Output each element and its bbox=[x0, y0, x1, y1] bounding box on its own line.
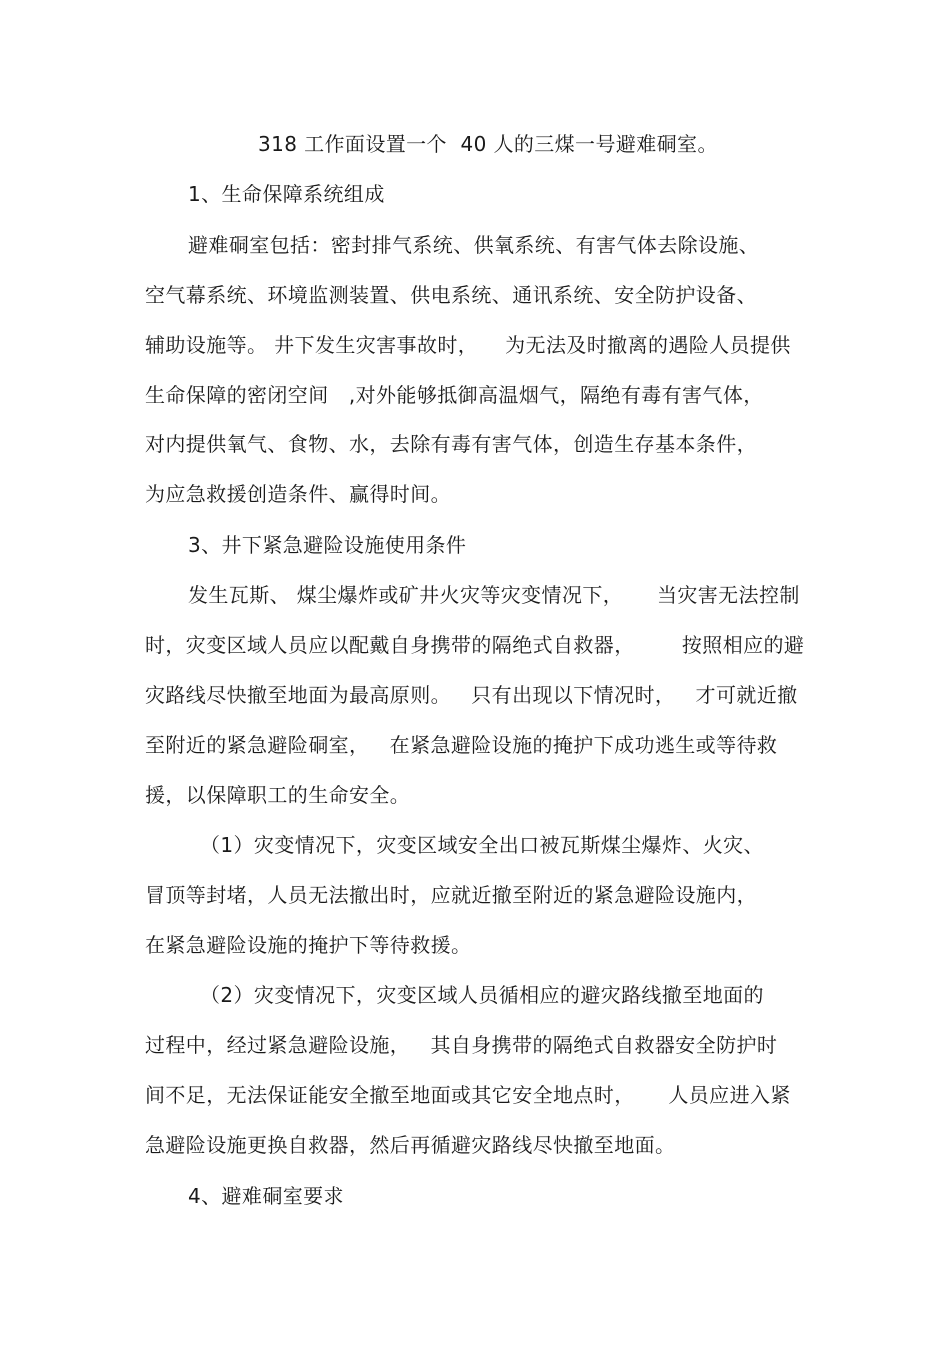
item-1-line: 冒顶等封堵，人员无法撤出时，应就近撤至附近的紧急避险设施内， bbox=[145, 883, 757, 907]
section-1-paragraph-line: 生命保障的密闭空间 ,对外能够抵御高温烟气，隔绝有毒有害气体， bbox=[145, 383, 764, 407]
section-1-paragraph-line: 空气幕系统、环境监测装置、供电系统、通讯系统、安全防护设备、 bbox=[145, 283, 757, 307]
section-3-paragraph-line: 发生瓦斯、 煤尘爆炸或矿井火灾等灾变情况下， 当灾害无法控制 bbox=[188, 583, 800, 607]
section-1-heading: 1、生命保障系统组成 bbox=[188, 182, 385, 206]
section-4-heading: 4、避难硐室要求 bbox=[188, 1184, 344, 1208]
section-3-paragraph-line: 至附近的紧急避险硐室， 在紧急避险设施的掩护下成功逃生或等待救 bbox=[145, 733, 778, 757]
section-1-paragraph-line: 为应急救援创造条件、赢得时间。 bbox=[145, 482, 451, 506]
item-2-line: 过程中，经过紧急避险设施， 其自身携带的隔绝式自救器安全防护时 bbox=[145, 1033, 778, 1057]
item-1-line: 在紧急避险设施的掩护下等待救援。 bbox=[145, 933, 472, 957]
section-3-paragraph-line: 灾路线尽快撤至地面为最高原则。 只有出现以下情况时， 才可就近撤 bbox=[145, 683, 798, 707]
document-title: 318 工作面设置一个 40 人的三煤一号避难硐室。 bbox=[258, 132, 718, 156]
item-2-line: （2）灾变情况下，灾变区域人员循相应的避灾路线撤至地面的 bbox=[200, 983, 764, 1007]
section-1-paragraph-line: 避难硐室包括：密封排气系统、供氧系统、有害气体去除设施、 bbox=[188, 233, 760, 257]
item-2-line: 间不足，无法保证能安全撤至地面或其它安全地点时， 人员应进入紧 bbox=[145, 1083, 791, 1107]
section-3-paragraph-line: 援，以保障职工的生命安全。 bbox=[145, 783, 411, 807]
section-1-paragraph-line: 辅助设施等。 井下发生灾害事故时， 为无法及时撤离的遇险人员提供 bbox=[145, 333, 791, 357]
section-1-paragraph-line: 对内提供氧气、食物、水，去除有毒有害气体，创造生存基本条件， bbox=[145, 432, 757, 456]
item-2-line: 急避险设施更换自救器，然后再循避灾路线尽快撤至地面。 bbox=[145, 1133, 676, 1157]
section-3-heading: 3、井下紧急避险设施使用条件 bbox=[188, 533, 467, 557]
section-3-paragraph-line: 时，灾变区域人员应以配戴自身携带的隔绝式自救器， 按照相应的避 bbox=[145, 633, 805, 657]
item-1-line: （1）灾变情况下，灾变区域安全出口被瓦斯煤尘爆炸、火灾、 bbox=[200, 833, 764, 857]
